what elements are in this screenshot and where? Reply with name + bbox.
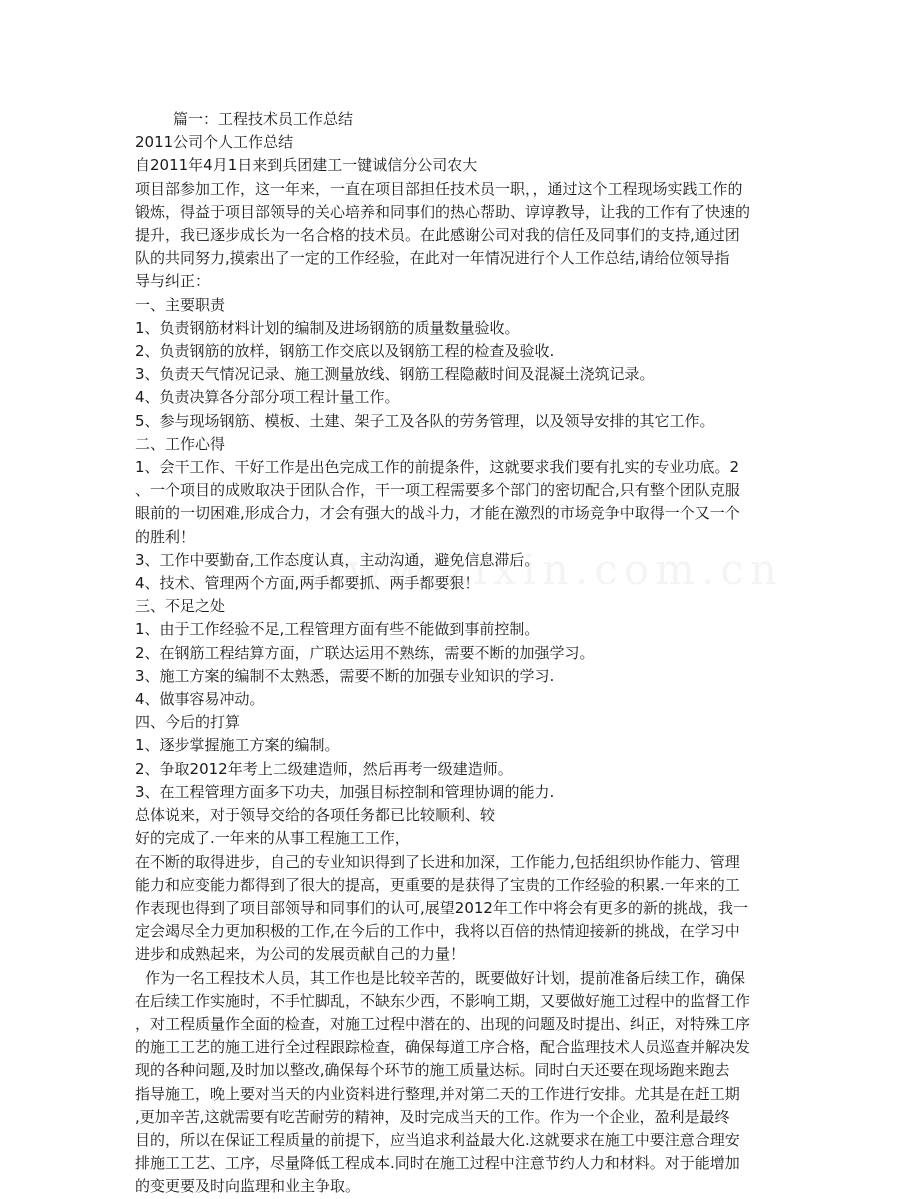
paragraph-line: 在后续工作实施时，不手忙脚乱，不缺东少西，不影响工期，又要做好施工过程中的监督工作 [135,991,751,1010]
list-item: 3、在工程管理方面多下功夫，加强目标控制和管理协调的能力. [135,782,555,801]
list-item: 4、技术、管理两个方面,两手都要抓、两手都要狠！ [135,574,480,593]
list-item: 3、施工方案的编制不太熟悉，需要不断的加强专业知识的学习. [135,666,555,685]
paragraph-line: 目的，所以在保证工程质量的前提下，应当追求利益最大化.这就要求在施工中要注意合理安 [135,1130,740,1149]
paragraph-line: 指导施工，晚上要对当天的内业资料进行整理,并对第二天的工作进行安排。尤其是在赶工期 [135,1084,740,1103]
section-heading: 四、今后的打算 [135,713,241,732]
paragraph-line: 提升，我已逐步成长为一名合格的技术员。在此感谢公司对我的信任及同事们的支持,通过团 [135,226,740,245]
paragraph-line: 总体说来，对于领导交给的各项任务都已比较顺利、较 [135,806,496,825]
paragraph-line: 导与纠正： [135,272,211,291]
list-item: 2、争取2012年考上二级建造师，然后再考一级建造师。 [135,759,513,778]
list-item: 1、负责钢筋材料计划的编制及进场钢筋的质量数量验收。 [135,318,520,337]
section-heading: 二、工作心得 [135,434,226,453]
paragraph-line: ,更加辛苦,这就需要有吃苦耐劳的精神，及时完成当天的工作。作为一个企业，盈利是最终 [135,1107,730,1126]
paragraph-line: 作表现也得到了项目部领导和同事们的认可,展望2012年工作中将会有更多的新的挑战，我一 [135,898,748,917]
doc-subtitle: 2011公司个人工作总结 [135,133,294,152]
list-item: 3、负责天气情况记录、施工测量放线、钢筋工程隐蔽时间及混凝土浇筑记录。 [135,365,655,384]
paragraph-line: 队的共同努力,摸索出了一定的工作经验，在此对一年情况进行个人工作总结,请给位领导指 [135,249,730,268]
paragraph-line: 排施工工艺、工序，尽量降低工程成本.同时在施工过程中注意节约人力和材料。对于能增加 [135,1154,740,1173]
list-item: 1、由于工作经验不足,工程管理方面有些不能做到事前控制。 [135,620,540,639]
section-heading: 一、主要职责 [135,295,226,314]
document-body [135,108,780,1199]
list-item: 的胜利！ [135,527,196,546]
list-item: 1、逐步掌握施工方案的编制。 [135,736,340,755]
list-item: 、一个项目的成败取决于团队合作，干一项工程需要多个部门的密切配合,只有整个团队克服 [135,481,740,500]
paragraph-line: 自2011年4月1日来到兵团建工一键诚信分公司农大 [135,156,478,175]
paragraph-line: 项目部参加工作，这一年来，一直在项目部担任技术员一职，，通过这个工程现场实践工作的 [135,179,743,198]
list-item: 5、参与现场钢筋、模板、土建、架子工及各队的劳务管理，以及领导安排的其它工作。 [135,411,715,430]
paragraph-line: 好的完成了.一年来的从事工程施工工作， [135,829,410,848]
list-item: 4、负责决算各分部分项工程计量工作。 [135,388,400,407]
paragraph-line: 能力和应变能力都得到了很大的提高，更重要的是获得了宝贵的工作经验的积累.一年来的工 [135,875,740,894]
list-item: 4、做事容易冲动。 [135,690,265,709]
list-item: 2、在钢筋工程结算方面，广联达运用不熟练，需要不断的加强学习。 [135,643,595,662]
section-heading: 三、不足之处 [135,597,226,616]
paragraph-line: 作为一名工程技术人员，其工作也是比较辛苦的，既要做好计划，提前准备后续工作，确保 [145,968,746,987]
paragraph-line: 的施工工艺的施工进行全过程跟踪检查，确保每道工序合格，配合监理技术人员巡查并解决发 [135,1038,751,1057]
paragraph-line: 进步和成熟起来，为公司的发展贡献自己的力量！ [135,945,466,964]
list-item: 3、工作中要勤奋,工作态度认真，主动沟通，避免信息滞后。 [135,550,540,569]
doc-title: 篇一：工程技术员工作总结 [173,110,354,128]
list-item: 眼前的一切困难,形成合力，才会有强大的战斗力，才能在激烈的市场竞争中取得一个又一个 [135,504,740,523]
paragraph-line: 定会竭尽全力更加积极的工作,在今后的工作中，我将以百倍的热情迎接新的挑战，在学习中 [135,922,740,941]
list-item: 1、会干工作、干好工作是出色完成工作的前提条件，这就要求我们要有扎实的专业功底。2 [135,458,740,477]
paragraph-line: 锻炼，得益于项目部领导的关心培养和同事们的热心帮助、谆谆教导，让我的工作有了快速的 [135,202,751,221]
list-item: 2、负责钢筋的放样，钢筋工作交底以及钢筋工程的检查及验收. [135,342,555,361]
paragraph-line: ，对工程质量作全面的检查，对施工过程中潜在的、出现的问题及时提出、纠正，对特殊工序 [135,1014,751,1033]
paragraph-line: 在不断的取得进步，自己的专业知识得到了长进和加深，工作能力,包括组织协作能力、管理 [135,852,740,871]
paragraph-line: 的变更要及时向监理和业主争取。 [135,1177,361,1196]
paragraph-line: 现的各种问题,及时加以整改,确保每个环节的施工质量达标。同时白天还要在现场跑来跑去 [135,1061,730,1080]
